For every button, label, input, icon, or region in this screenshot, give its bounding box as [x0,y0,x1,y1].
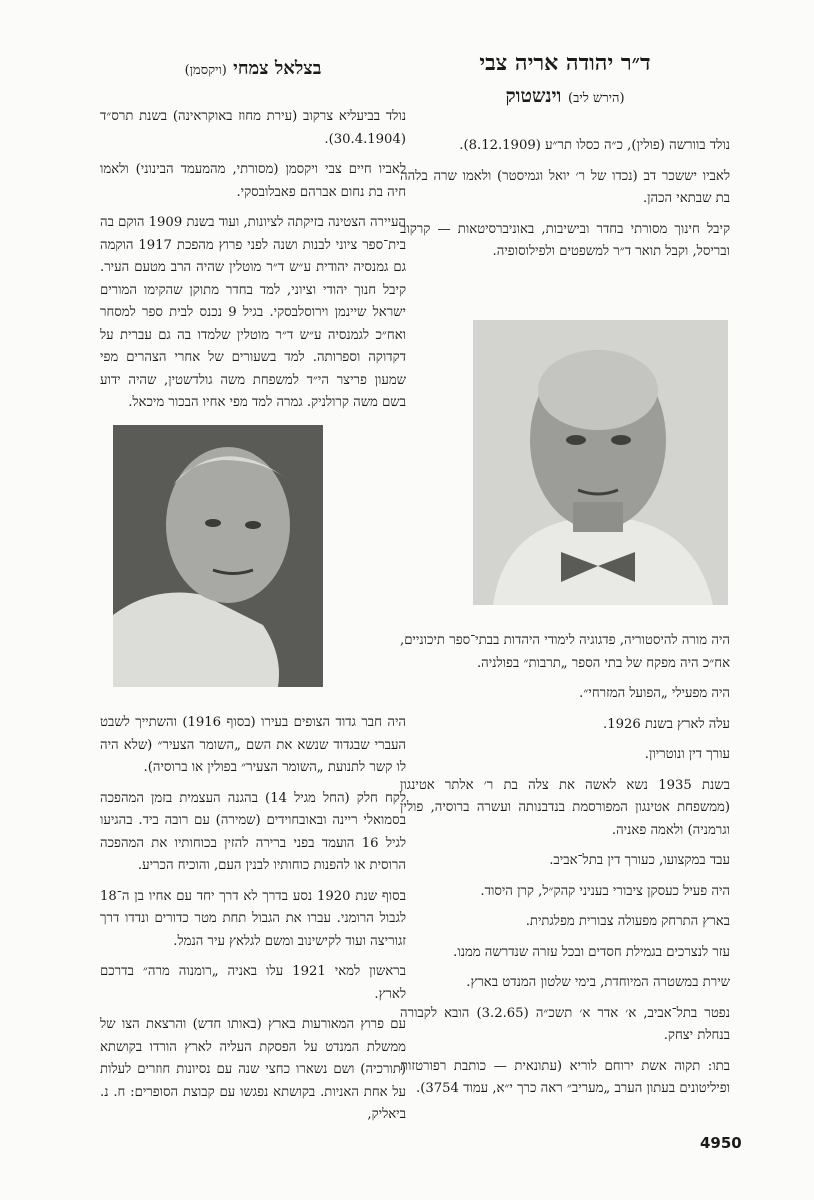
right-paragraph: היה פעיל כעסקן ציבורי בעניני קהק״ל, קרן היסוד. [480,883,730,899]
portrait-photo-left [113,425,323,687]
left-paragraph: לקח חלק (החל מגיל 14) בהגנה העצמית בזמן המהפכה בסמואלי ריינה ובאובחוידים (שמירה) עם רובה ביד. בהגיעו לגיל 16 הועמד בפני ברירה להזין בכוחותיו את המהפכה הרוסית או להפנות כוחותיו לבנין העם, והוכיח הכריע. [100,790,407,873]
right-paragraph: נפטר בתל־אביב, א׳ אדר א׳ תשכ״ה (3.2.65) הובא לקבורה בנחלת יצחק. [400,1005,730,1043]
right-paragraph: בארץ התרחק מפעולה צבורית מפלגתית. [525,914,730,929]
left-paragraph: היה חבר גדוד הצופים בעירו (בסוף 1916) והשתייך לשבט העברי שבגדוד שנשא את השם „השומר הצעיר״ (שלא היה לו קשר לתנועת „השומר הצעיר״ בפולין או ברוסיה). [100,715,406,775]
page-number: 4950 [700,1134,742,1152]
right-paragraph: לאביו יששכר דב (נכדו של ר׳ יואל וגמיסטר) ולאמו שרה בלהה בת שבתאי הכהן. [400,168,730,206]
left-paragraph: העיירה הצטינה בזיקתה לציונות, ועוד בשנת 1909 הוקם בה בית־ספר ציוני לבנות ושנה לפני פרוץ מהפכת 1917 הוקמה גם גמנסיה יהודית ע״ש ד״ר מוטלין שהיה הרב מטעם העיר. קיבל חנוך יהודי וציוני, למד בחדר מתוקן שהקימו המורים ישראל שיינמן וירוסלבסקי. בגיל 9 נכנס לבית ספר למסחר ואח״כ לגמנסיה ע״ש ד״ר מוטלין שלמדו בה גם עברית על דקדוקה וספרותה. למד בשעורים של אחרי הצהרים מפי שמעון פריצר הי״ד למשפחת משה גולדשטין, שהיה ידוע בשם משה קרולניק. גמרה למד מפי אחיו הבכור מיכאל. [100,215,406,410]
right-entry-subtitle-small: (הירש ליב) [568,91,625,106]
right-paragraph: שירת במשטרה המיוחדת, בימי שלטון המנדט בארץ. [466,975,730,990]
right-paragraph: עורך דין ונוטריון. [644,747,730,762]
right-column-bottom [400,630,730,1109]
right-entry-subtitle [400,82,730,113]
portrait-illustration-left [113,425,323,687]
portrait-illustration-right [473,320,728,605]
right-paragraph: בשנת 1935 נשא לאשה את צלה בת ר׳ אלתר אטינגון (ממשפחת אטינגון המפורסמת בנדבנותה ועשרה ברוסיה, פולין וגרמניה) ולאמה פאניה. [400,777,730,838]
left-column-top [100,48,406,423]
left-paragraph: לאביו חיים צבי ויקסמן (מסורתי, מהמעמד הבינוני) ולאמו חיה בת נחום אברהם פאבלובסקי. [100,162,406,200]
right-paragraph: עלה לארץ בשנת 1926. [602,716,730,732]
left-paragraph: בסוף שנת 1920 נסע בדרך לא דרך יחד עם אחיו בן ה־18 לגבול הרומני. עברו את הגבול תחת מטר כדורים ונדדו דרך זגוריצה ועוד לקישינוב ומשם לגלאץ עיר הנמל. [100,888,406,949]
left-entry-title-main: בצלאל צמחי [233,58,322,79]
right-paragraph: עזר לנצרכים בגמילת חסדים ובכל עזרה שנדרשה ממנו. [453,944,730,960]
right-paragraph: היה מפעילי „הפועל המזרחי״. [579,686,730,701]
right-paragraph: בתו: תקוה אשת ירוחם לוריא (עתונאית — כותבת רפורטזות ופיליטונים בעתון הערב „מעריב״ ראה כרך י״א, עמוד 3754). [400,1058,730,1096]
left-column-bottom [100,712,406,1135]
right-entry-title: ד״ר יהודה אריה צבי [479,50,651,76]
right-paragraph: עבד במקצועו, כעורך דין בתל־אביב. [549,853,730,868]
right-paragraph: קיבל חינוך מסורתי בחדר ובישיבות, באוניברסיטאות — קרקוב ובריסל, וקבל תואר ד״ר למשפטים ולפילוסופיה. [400,221,730,259]
right-entry-subtitle-main: וינשטוק [505,85,562,107]
left-paragraph: בראשון למאי 1921 עלו באניה „רומנוה מרה״ בדרכם לארץ. [100,964,407,1002]
left-paragraph: עם פרוץ המאורעות בארץ (באותו חדש) והרצאת הצו של ממשלת המנדט על הפסקת העליה לארץ הורדו בקושתא (תורכיה) ושם נשארו כחצי שנה עם נסיונות חוזרים לעלות על אחת האניות. בקושתא נפגשו עם קבוצת הסופרים: ח. נ. ביאליק, [100,1017,406,1122]
left-entry-title [100,56,406,84]
right-paragraph: נולד בוורשה (פולין), כ״ה כסלו תר״ע (8.12.1909). [459,138,730,153]
left-entry-title-small: (ויקסמן) [184,63,227,78]
right-paragraph: היה מורה להיסטוריה, פדגוגיה לימודי היהדות בבתי־ספר תיכוניים, אח״כ היה מפקח של בתי הספר „תרבות״ בפולניה. [400,633,730,671]
left-paragraph: נולד בביעליא צרקוב (עירת מחוז באוקראינה) בשנת תרס״ד (30.4.1904). [100,109,406,147]
right-column-top [400,48,730,272]
portrait-photo-right [473,320,728,605]
